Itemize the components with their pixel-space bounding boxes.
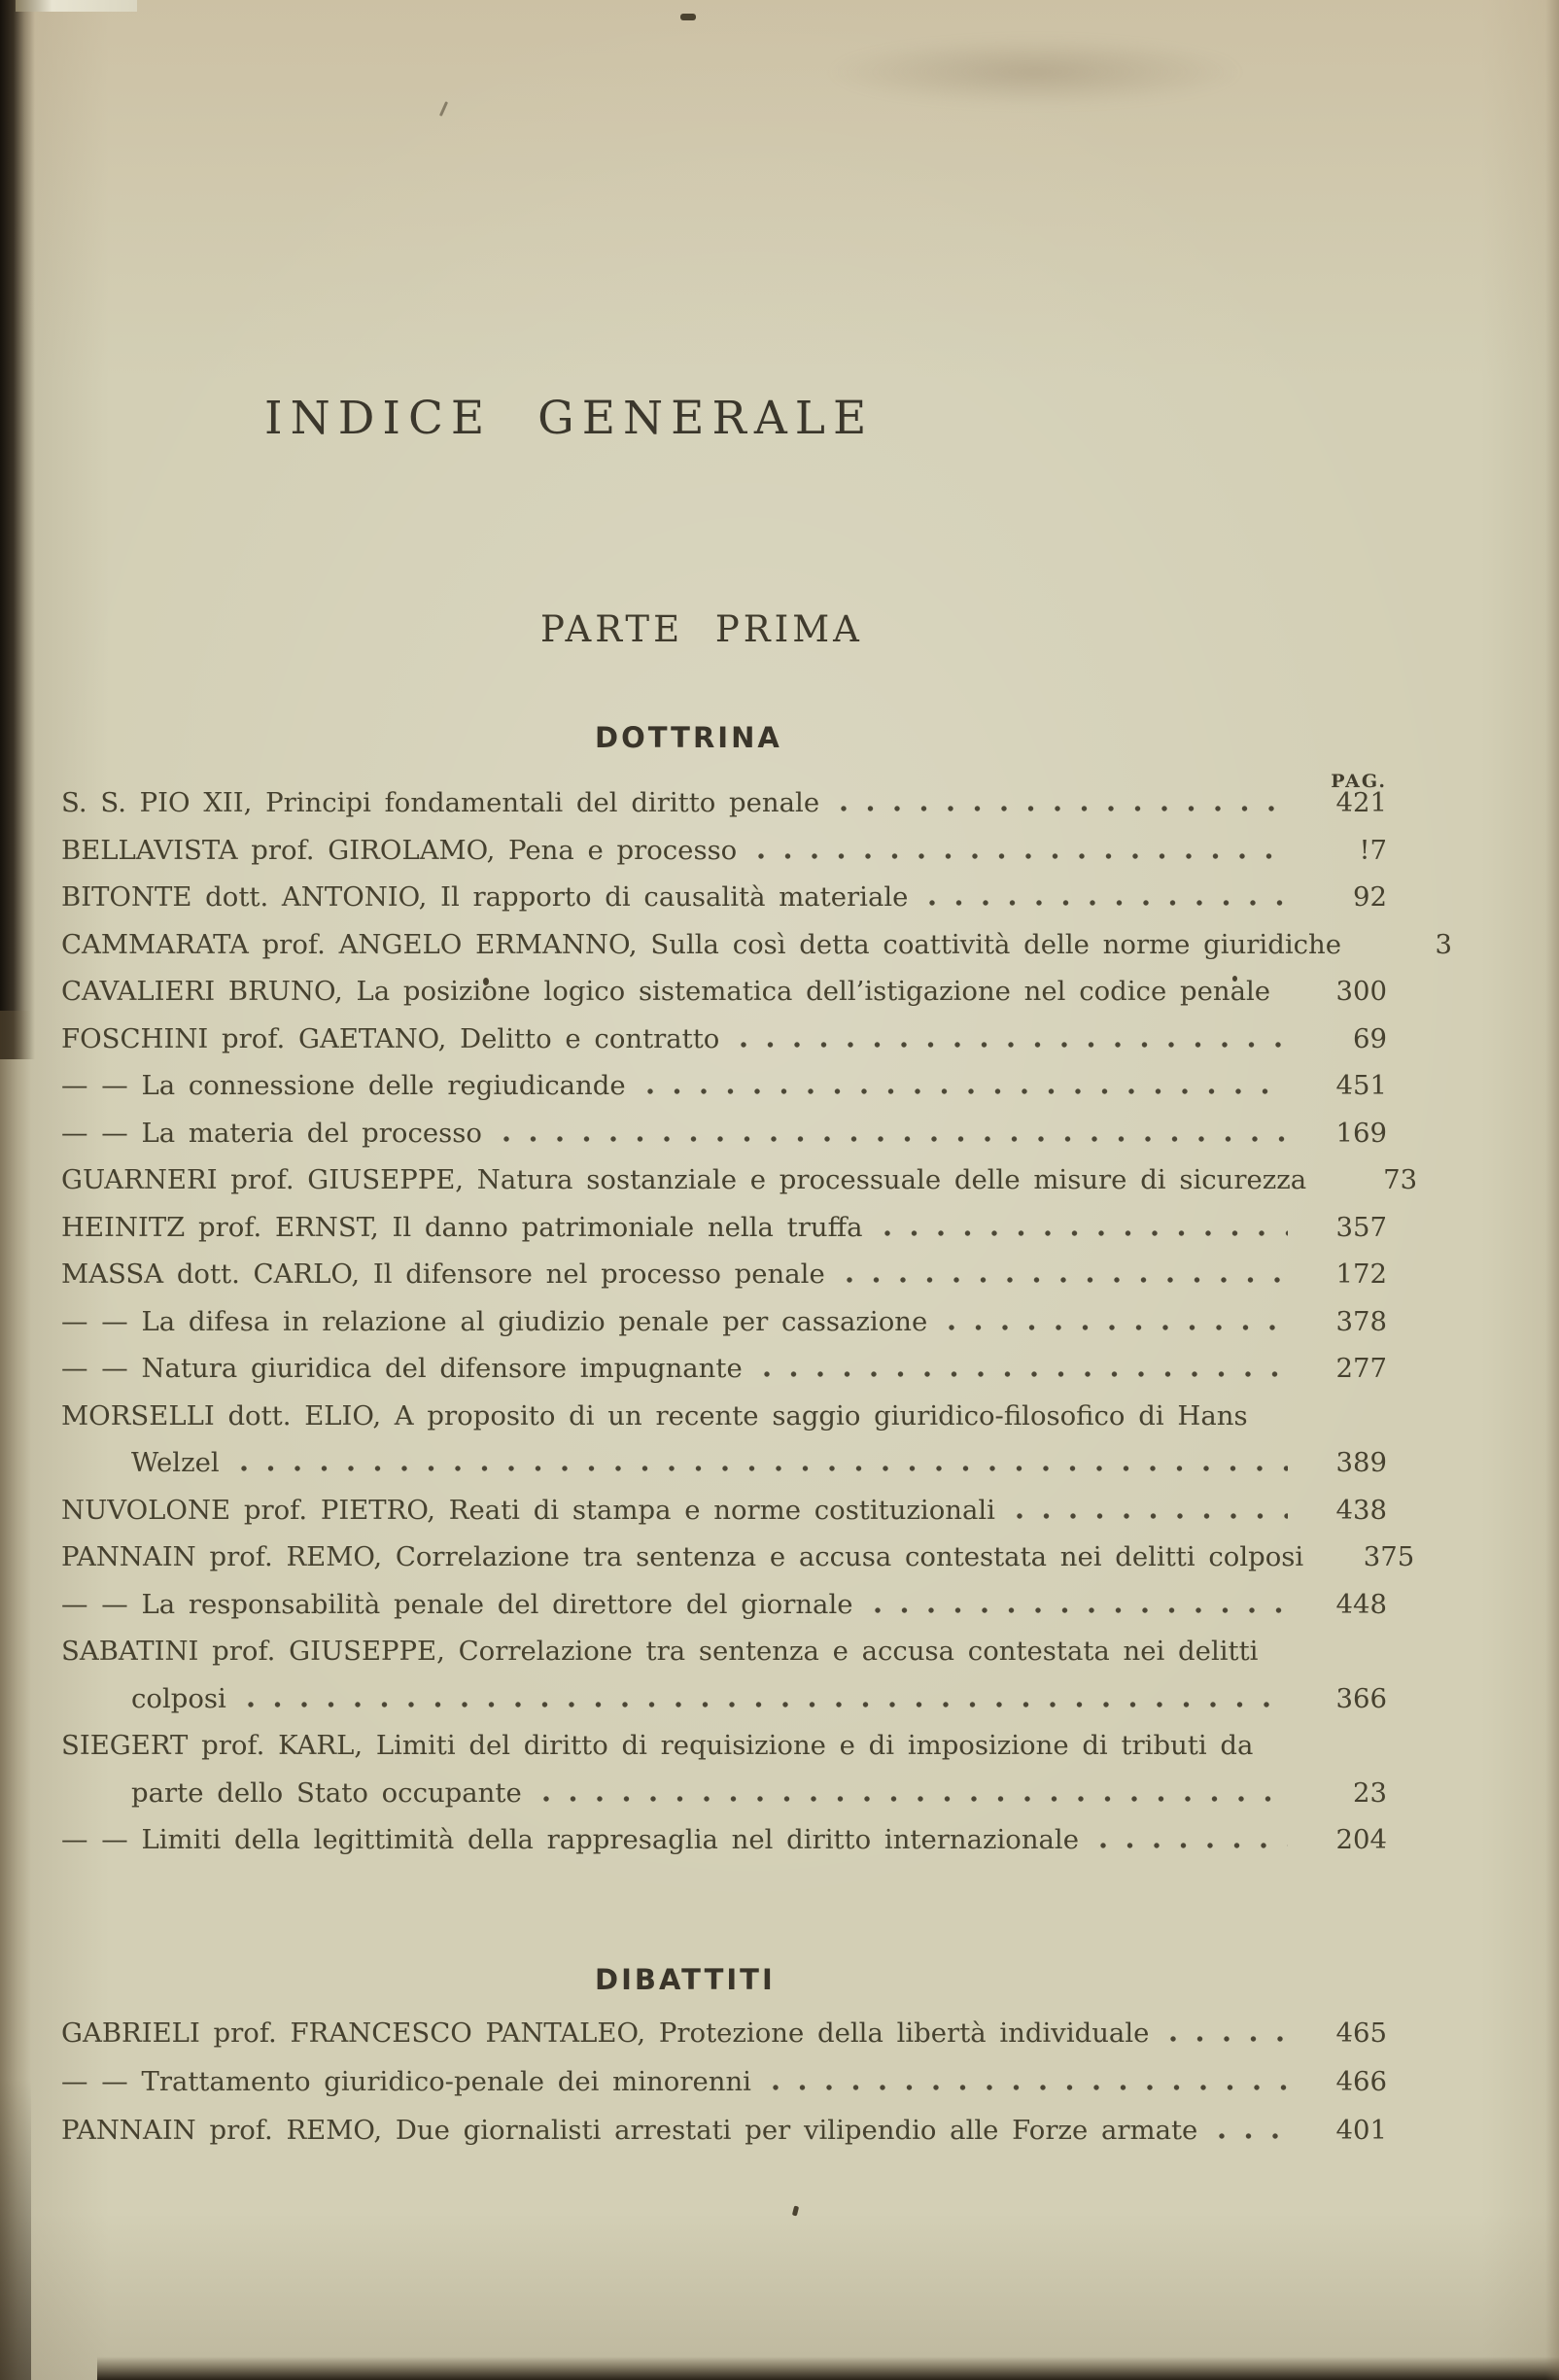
entry-text: BITONTE dott. ANTONIO, Il rapporto di causalità materiale (61, 881, 909, 913)
entry-page-number: 357 (1335, 1211, 1387, 1243)
index-entry-row (61, 1541, 1415, 1589)
entry-page-number: 169 (1335, 1117, 1387, 1149)
entry-page-number: 389 (1335, 1447, 1387, 1478)
entry-text: — — La connessione delle regiudicande (61, 1070, 626, 1101)
index-entry-row (61, 835, 1387, 882)
page-top-corner (16, 0, 137, 12)
dot-leader (754, 1371, 1288, 1377)
index-entry-row (61, 1777, 1387, 1825)
dot-leader (1091, 1843, 1288, 1848)
binding-shadow-upper (0, 0, 35, 1059)
entry-text: FOSCHINI prof. GAETANO, Delitto e contratto (61, 1022, 720, 1054)
entry-text: SABATINI prof. GIUSEPPE, Correlazione tra sentenza e accusa contestata nei delitti (61, 1636, 1259, 1667)
section-heading-dottrina: DOTTRINA (595, 721, 782, 754)
index-entry-row (61, 976, 1387, 1023)
entry-page-number: 3 (1435, 928, 1453, 960)
entry-text: Welzel (131, 1447, 220, 1478)
dot-leader (1007, 1513, 1288, 1519)
index-entry-row (61, 1589, 1387, 1637)
dot-leader (875, 1230, 1289, 1236)
dot-leader (231, 1466, 1288, 1471)
dot-leader (939, 1325, 1288, 1330)
scan-speck (792, 2206, 799, 2217)
index-entry-row (61, 1164, 1418, 1212)
entry-page-number: 438 (1335, 1494, 1387, 1526)
entry-text: S. S. PIO XII, Principi fondamentali del diritto penale (61, 787, 820, 818)
entry-page-number: 23 (1353, 1776, 1387, 1809)
scan-speck (680, 14, 696, 20)
dot-leader (534, 1796, 1288, 1802)
entry-text: MORSELLI dott. ELIO, A proposito di un recente saggio giuridico-filosofico di Hans (61, 1399, 1248, 1431)
dot-leader (1161, 2036, 1288, 2042)
entry-page-number: 378 (1335, 1305, 1387, 1337)
entry-text: HEINITZ prof. ERNST, Il danno patrimoniale nella truffa (61, 1211, 863, 1243)
entry-page-number: 366 (1335, 1682, 1387, 1714)
entry-text: — — La materia del processo (61, 1117, 482, 1149)
index-entry-row (61, 1636, 1387, 1683)
dot-leader (1282, 994, 1288, 1000)
index-entry-row (61, 2115, 1387, 2163)
dot-leader (731, 1042, 1288, 1048)
entry-page-number: 204 (1335, 1824, 1387, 1855)
entry-page-number: 466 (1335, 2066, 1387, 2097)
entry-text: colposi (131, 1682, 226, 1714)
dot-leader (837, 1277, 1288, 1283)
entry-page-number: 401 (1335, 2115, 1387, 2146)
dot-leader (763, 2085, 1288, 2090)
index-entry-row (61, 1824, 1387, 1872)
index-entry-row (61, 1495, 1387, 1542)
index-entry-row (61, 1353, 1387, 1400)
entry-page-number: 92 (1353, 881, 1387, 913)
entry-page-number: 73 (1383, 1164, 1418, 1195)
index-entry-row (61, 2018, 1387, 2066)
entry-page-number: 300 (1335, 976, 1387, 1007)
index-entry-row (61, 1306, 1387, 1354)
index-entry-row (61, 1447, 1387, 1495)
entry-text: MASSA dott. CARLO, Il difensore nel processo penale (61, 1259, 825, 1290)
index-entry-row (61, 1730, 1387, 1777)
index-entry-row (61, 928, 1453, 977)
index-entry-row (61, 1118, 1387, 1165)
dot-leader (1265, 1748, 1288, 1754)
index-entry-row (61, 1070, 1387, 1118)
entry-text: parte dello Stato occupante (131, 1776, 522, 1809)
entry-text: CAMMARATA prof. ANGELO ERMANNO, Sulla così detta coattività delle norme giuridiche (61, 928, 1342, 960)
scan-speck (439, 101, 448, 117)
entry-text: — — Trattamento giuridico-penale dei minorenni (61, 2066, 751, 2097)
page-bottom-edge-shadow (97, 2357, 1559, 2380)
page-number-column-label: PAG. (1331, 771, 1387, 792)
part-heading: PARTE PRIMA (540, 608, 863, 650)
entry-page-number: 451 (1335, 1070, 1387, 1101)
entry-page-number: 375 (1363, 1541, 1415, 1572)
entry-text: CAVALIERI BRUNO, La posizione logico sistematica dell’istigazione nel codice penale (61, 976, 1271, 1007)
dot-leader (1269, 1654, 1288, 1660)
dot-leader (638, 1088, 1288, 1094)
page-title: INDICE GENERALE (264, 392, 875, 445)
entry-text: PANNAIN prof. REMO, Due giornalisti arrestati per vilipendio alle Forze armate (61, 2115, 1198, 2146)
entry-text: PANNAIN prof. REMO, Correlazione tra sentenza e accusa contestata nei delitti colposi (61, 1541, 1304, 1572)
dot-leader (238, 1702, 1288, 1707)
entry-page-number: 421 (1335, 787, 1387, 818)
entry-text: — — Natura giuridica del difensore impugnante (61, 1353, 743, 1384)
entry-text: — — La difesa in relazione al giudizio penale per cassazione (61, 1305, 928, 1337)
index-entry-row (61, 1400, 1387, 1448)
index-entry-row (61, 1683, 1387, 1731)
dottrina-entry-list (61, 787, 1453, 1872)
index-entry-row (61, 787, 1387, 835)
dot-leader (1260, 1419, 1288, 1425)
entry-page-number: 465 (1335, 2018, 1387, 2049)
entry-text: SIEGERT prof. KARL, Limiti del diritto di requisizione e di imposizione di tributi da (61, 1730, 1254, 1761)
entry-page-number: 448 (1335, 1588, 1387, 1620)
entry-text: GABRIELI prof. FRANCESCO PANTALEO, Protezione della libertà individuale (61, 2018, 1150, 2049)
index-entry-row (61, 1259, 1387, 1306)
dot-leader (831, 806, 1288, 811)
entry-text: NUVOLONE prof. PIETRO, Reati di stampa e norme costituzionali (61, 1494, 995, 1526)
index-entry-row (61, 1023, 1387, 1071)
dot-leader (919, 900, 1288, 906)
entry-text: — — La responsabilità penale del direttore del giornale (61, 1588, 853, 1620)
dibattiti-entry-list (61, 2018, 1387, 2163)
binding-shadow-lower (0, 1011, 31, 2380)
page-right-edge-shadow (1545, 0, 1559, 2380)
dot-leader (865, 1607, 1288, 1613)
entry-text: — — Limiti della legittimità della rappresaglia nel diritto internazionale (61, 1824, 1080, 1855)
entry-text: GUARNERI prof. GIUSEPPE, Natura sostanziale e processuale delle misure di sicurezza (61, 1164, 1307, 1195)
entry-page-number: 69 (1353, 1022, 1387, 1054)
index-entry-row (61, 881, 1387, 929)
entry-page-number: 277 (1335, 1353, 1387, 1384)
entry-text: BELLAVISTA prof. GIROLAMO, Pena e processo (61, 834, 738, 866)
dot-leader (1209, 2133, 1288, 2139)
index-entry-row (61, 2066, 1387, 2115)
ink-bleed-smudge (826, 37, 1244, 107)
dot-leader (494, 1136, 1288, 1142)
entry-page-number: !7 (1359, 834, 1387, 866)
section-heading-dibattiti: DIBATTITI (595, 1963, 776, 1996)
dot-leader (748, 853, 1288, 859)
index-entry-row (61, 1212, 1387, 1259)
entry-page-number: 172 (1335, 1259, 1387, 1290)
